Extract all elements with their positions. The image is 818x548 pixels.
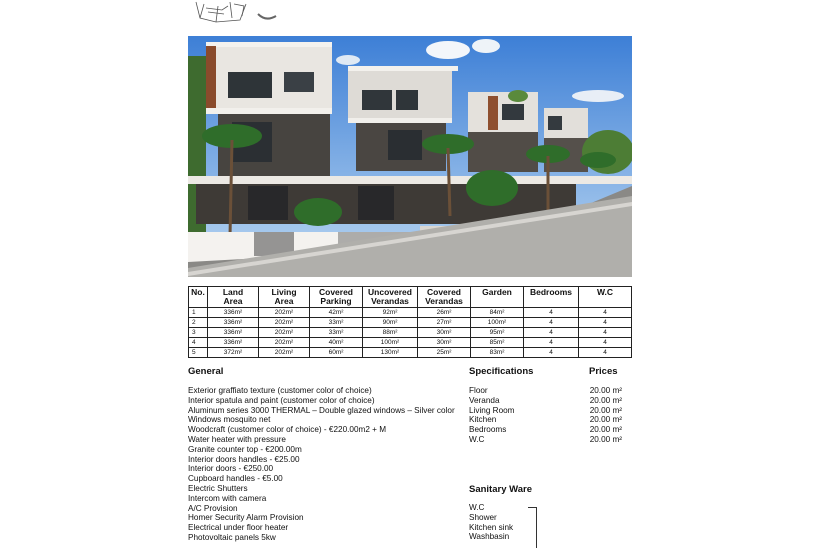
table-cell: 4 [524, 338, 579, 348]
table-cell: 4 [524, 348, 579, 358]
table-cell: 4 [579, 328, 632, 338]
column-header: Uncovered Verandas [363, 287, 418, 308]
table-cell: 30m² [418, 338, 471, 348]
general-item: Woodcraft (customer color of choice) - €220.00m2 + M [188, 425, 387, 435]
table-cell: 5 [189, 348, 208, 358]
column-header: Covered Parking [310, 287, 363, 308]
table-row [189, 338, 632, 348]
general-item: A/C Provision [188, 503, 238, 513]
table-cell: 92m² [363, 308, 418, 318]
table-cell: 202m² [259, 308, 310, 318]
spec-name: Veranda [469, 395, 500, 405]
table-cell: 336m² [208, 308, 259, 318]
table-cell: 25m² [418, 348, 471, 358]
table-cell: 336m² [208, 318, 259, 328]
table-cell: 130m² [363, 348, 418, 358]
table-row [189, 318, 632, 328]
spec-price: 20.00 m² [589, 405, 622, 415]
table-cell: 30m² [418, 328, 471, 338]
column-header: Bedrooms [524, 287, 579, 308]
table-cell: 1 [189, 308, 208, 318]
general-item: Aluminum series 3000 THERMAL – Double glazed windows – Silver color [188, 405, 455, 415]
general-item: Photovoltaic panels 5kw [188, 532, 276, 542]
table-cell: 42m² [310, 308, 363, 318]
table-cell: 2 [189, 318, 208, 328]
general-item: Interior doors handles - €25.00 [188, 454, 300, 464]
table-cell: 4 [579, 318, 632, 328]
table-cell: 202m² [259, 348, 310, 358]
table-cell: 88m² [363, 328, 418, 338]
table-cell: 60m² [310, 348, 363, 358]
prices-heading: Prices [589, 366, 618, 377]
table-cell: 202m² [259, 328, 310, 338]
sanitary-ware-heading: Sanitary Ware [469, 484, 533, 495]
table-cell: 84m² [471, 308, 524, 318]
column-header: No. [189, 287, 208, 308]
table-cell: 4 [579, 308, 632, 318]
general-item: Interior spatula and paint (customer color of choice) [188, 395, 375, 405]
prices-list [584, 386, 622, 445]
spec-name: Bedrooms [469, 425, 507, 435]
column-header: W.C [579, 287, 632, 308]
sanitary-item: Shower [469, 512, 497, 522]
table-cell: 4 [524, 328, 579, 338]
general-item: Electrical under floor heater [188, 523, 289, 533]
table-cell: 202m² [259, 318, 310, 328]
sanitary-item: Washbasin [469, 532, 510, 542]
spec-name: Living Room [469, 405, 515, 415]
table-cell: 40m² [310, 338, 363, 348]
table-cell: 4 [524, 308, 579, 318]
table-cell: 26m² [418, 308, 471, 318]
spec-price: 20.00 m² [589, 415, 622, 425]
sanitary-item: Kitchen sink [469, 522, 514, 532]
table-cell: 33m² [310, 318, 363, 328]
general-item: Electric Shutters [188, 483, 248, 493]
table-cell: 100m² [471, 318, 524, 328]
column-header: Garden [471, 287, 524, 308]
table-cell: 336m² [208, 328, 259, 338]
table-cell: 83m² [471, 348, 524, 358]
table-cell: 33m² [310, 328, 363, 338]
general-item: Cupboard handles - €5.00 [188, 474, 283, 484]
specifications-list [469, 386, 515, 445]
general-item: Granite counter top - €200.00m [188, 444, 302, 454]
table-header-row [189, 287, 632, 308]
table-cell: 100m² [363, 338, 418, 348]
table-row [189, 328, 632, 338]
general-heading: General [188, 366, 224, 377]
table-cell: 202m² [259, 338, 310, 348]
table-cell: 95m² [471, 328, 524, 338]
column-header: Living Area [259, 287, 310, 308]
table-cell: 372m² [208, 348, 259, 358]
spec-name: Floor [469, 386, 488, 395]
general-item: Interior doors - €250.00 [188, 464, 274, 474]
villa-rendering-image [188, 36, 632, 277]
spec-name: W.C [469, 434, 485, 444]
table-cell: 85m² [471, 338, 524, 348]
spec-price: 20.00 m² [589, 386, 622, 395]
table-cell: 4 [579, 338, 632, 348]
table-cell: 4 [189, 338, 208, 348]
spec-price: 20.00 m² [589, 395, 622, 405]
specifications-heading: Specifications [469, 366, 534, 377]
sanitary-bracket [528, 507, 537, 548]
table-cell: 4 [524, 318, 579, 328]
table-cell: 336m² [208, 338, 259, 348]
general-list [188, 386, 455, 543]
sanitary-item: W.C [469, 503, 485, 512]
general-item: Homer Security Alarm Provision [188, 513, 304, 523]
general-item: Water heater with pressure [188, 434, 286, 444]
column-header: Land Area [208, 287, 259, 308]
spec-price: 20.00 m² [589, 434, 622, 444]
general-item: Exterior graffiato texture (customer color of choice) [188, 386, 372, 395]
table-row [189, 308, 632, 318]
general-item: Intercom with camera [188, 493, 267, 503]
sanitary-ware-list [469, 503, 513, 542]
table-cell: 3 [189, 328, 208, 338]
logo-graphic [188, 0, 298, 24]
general-item: Windows mosquito net [188, 415, 271, 425]
table-cell: 4 [579, 348, 632, 358]
table-cell: 90m² [363, 318, 418, 328]
table-row [189, 348, 632, 358]
column-header: Covered Verandas [418, 287, 471, 308]
spec-price: 20.00 m² [589, 425, 622, 435]
units-table [188, 286, 632, 358]
table-cell: 27m² [418, 318, 471, 328]
spec-name: Kitchen [469, 415, 497, 425]
